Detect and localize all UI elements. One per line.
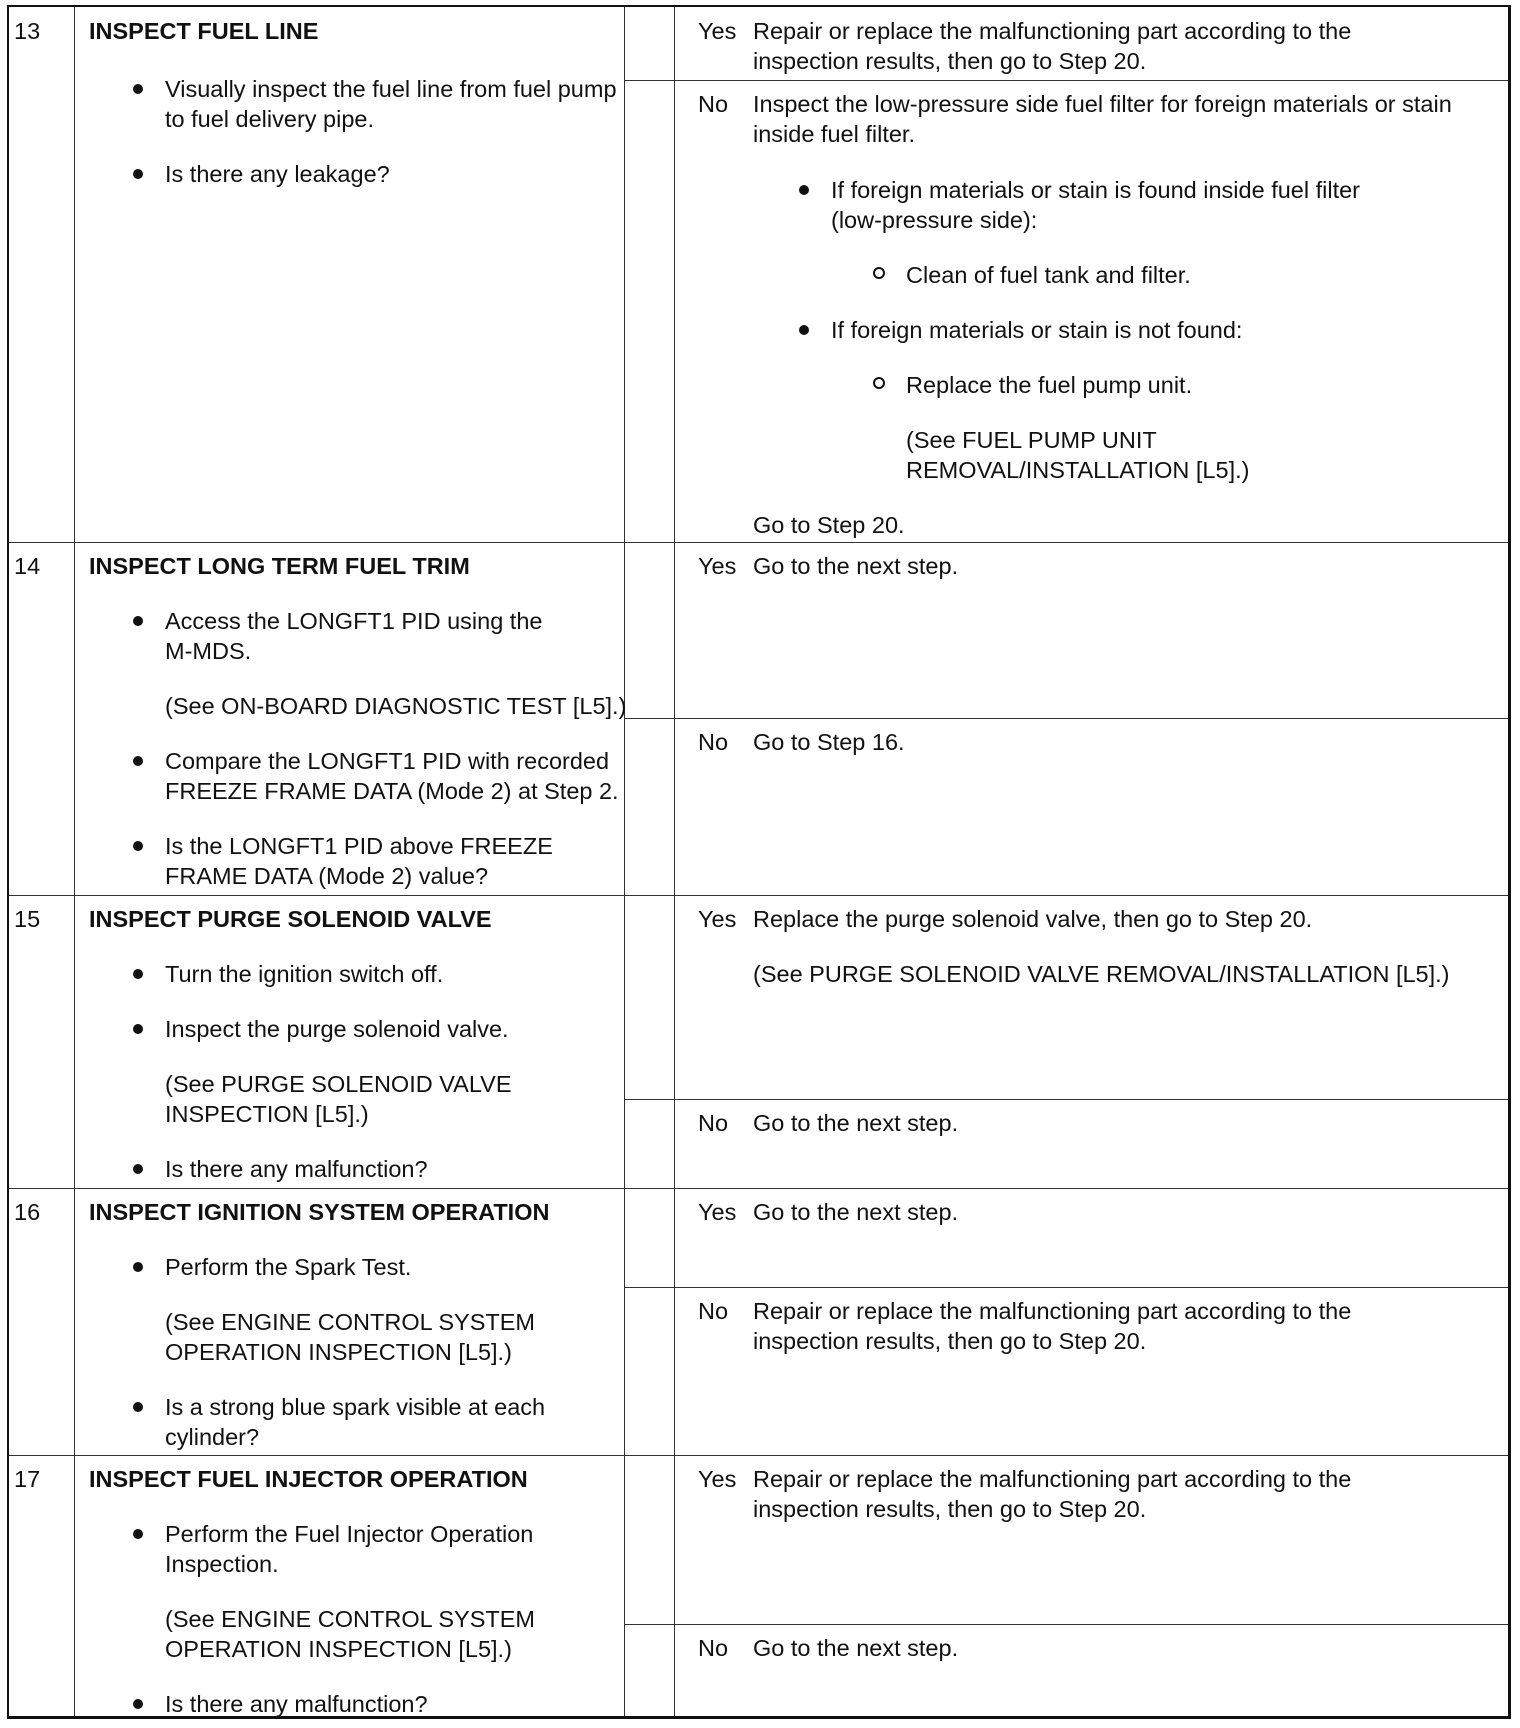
action-text: M-MDS. [165, 638, 252, 664]
action-text: Perform the Spark Test. [165, 1254, 412, 1280]
action-question: Is there any malfunction? [165, 1156, 428, 1182]
action-text: Perform the Fuel Injector Operation [165, 1521, 534, 1547]
step-number: 14 [14, 553, 41, 579]
column-divider-action [624, 7, 625, 1716]
action-text: Access the LONGFT1 PID using the [165, 608, 543, 634]
reference-link[interactable]: (See FUEL PUMP UNIT [906, 427, 1157, 453]
action-text: Turn the ignition switch off. [165, 961, 444, 987]
yes-result: Repair or replace the malfunctioning part according to the [753, 1466, 1352, 1492]
reference-link[interactable]: OPERATION INSPECTION [L5].) [165, 1339, 512, 1365]
yes-no-divider [624, 80, 1508, 81]
no-label: No [698, 1298, 729, 1324]
diagnostic-procedure-table [7, 5, 1511, 1719]
no-result: Go to the next step. [753, 1635, 959, 1661]
no-result: If foreign materials or stain is found inside fuel filter [831, 177, 1361, 203]
no-result: inside fuel filter. [753, 121, 915, 147]
action-text: Inspect the purge solenoid valve. [165, 1016, 509, 1042]
no-label: No [698, 91, 729, 117]
bullet-icon [799, 325, 809, 335]
yes-result: Replace the purge solenoid valve, then go to Step 20. [753, 906, 1313, 932]
no-result: Clean of fuel tank and filter. [906, 262, 1191, 288]
column-divider-yesno [674, 7, 675, 1716]
no-label: No [698, 1635, 729, 1661]
row-divider [9, 542, 1508, 543]
yes-no-divider [624, 1287, 1508, 1288]
bullet-icon [133, 969, 143, 979]
no-result: Go to the next step. [753, 1110, 959, 1136]
action-question: Is there any malfunction? [165, 1691, 428, 1717]
action-text: Inspection. [165, 1551, 279, 1577]
no-result: (low-pressure side): [831, 207, 1038, 233]
step-title: INSPECT PURGE SOLENOID VALVE [89, 906, 492, 932]
yes-label: Yes [698, 1466, 737, 1492]
bullet-icon [799, 185, 809, 195]
bullet-icon [133, 756, 143, 766]
yes-no-divider [624, 1624, 1508, 1625]
action-question: Is the LONGFT1 PID above FREEZE [165, 833, 553, 859]
bullet-icon [133, 1024, 143, 1034]
sub-bullet-icon [873, 267, 885, 279]
step-number: 13 [14, 18, 41, 44]
no-result: Go to Step 20. [753, 512, 905, 538]
action-text: to fuel delivery pipe. [165, 106, 375, 132]
bullet-icon [133, 1164, 143, 1174]
row-divider [9, 1455, 1508, 1456]
step-number: 16 [14, 1199, 41, 1225]
reference-link[interactable]: REMOVAL/INSTALLATION [L5].) [906, 457, 1250, 483]
bullet-icon [133, 1699, 143, 1709]
step-title: INSPECT FUEL LINE [89, 18, 319, 44]
no-result: inspection results, then go to Step 20. [753, 1328, 1147, 1354]
no-label: No [698, 729, 729, 755]
yes-result: Repair or replace the malfunctioning part according to the [753, 18, 1352, 44]
no-result: Inspect the low-pressure side fuel filter for foreign materials or stain [753, 91, 1452, 117]
yes-label: Yes [698, 1199, 737, 1225]
yes-label: Yes [698, 553, 737, 579]
action-text: Compare the LONGFT1 PID with recorded [165, 748, 610, 774]
row-divider [9, 1188, 1508, 1189]
no-result: Replace the fuel pump unit. [906, 372, 1193, 398]
reference-link[interactable]: (See ENGINE CONTROL SYSTEM [165, 1309, 535, 1335]
step-number: 17 [14, 1466, 41, 1492]
action-text: Visually inspect the fuel line from fuel pump [165, 76, 617, 102]
step-title: INSPECT LONG TERM FUEL TRIM [89, 553, 470, 579]
yes-no-divider [624, 718, 1508, 719]
yes-no-divider [624, 1099, 1508, 1100]
column-divider-step [74, 7, 75, 1716]
yes-result: inspection results, then go to Step 20. [753, 1496, 1147, 1522]
reference-link[interactable]: INSPECTION [L5].) [165, 1101, 369, 1127]
step-title: INSPECT FUEL INJECTOR OPERATION [89, 1466, 528, 1492]
bullet-icon [133, 169, 143, 179]
sub-bullet-icon [873, 377, 885, 389]
yes-label: Yes [698, 906, 737, 932]
action-question: Is a strong blue spark visible at each [165, 1394, 546, 1420]
reference-link[interactable]: (See PURGE SOLENOID VALVE [165, 1071, 512, 1097]
bullet-icon [133, 1262, 143, 1272]
bullet-icon [133, 1402, 143, 1412]
step-number: 15 [14, 906, 41, 932]
reference-link[interactable]: (See PURGE SOLENOID VALVE REMOVAL/INSTALLATION [L5].) [753, 961, 1450, 987]
row-divider [9, 895, 1508, 896]
action-question: cylinder? [165, 1424, 260, 1450]
yes-result: Go to the next step. [753, 553, 959, 579]
bullet-icon [133, 1529, 143, 1539]
action-question: Is there any leakage? [165, 161, 390, 187]
reference-link[interactable]: (See ON-BOARD DIAGNOSTIC TEST [L5].) [165, 693, 627, 719]
no-result: If foreign materials or stain is not found: [831, 317, 1243, 343]
yes-result: inspection results, then go to Step 20. [753, 48, 1147, 74]
bullet-icon [133, 84, 143, 94]
no-result: Go to Step 16. [753, 729, 905, 755]
step-title: INSPECT IGNITION SYSTEM OPERATION [89, 1199, 550, 1225]
yes-label: Yes [698, 18, 737, 44]
no-label: No [698, 1110, 729, 1136]
action-question: FRAME DATA (Mode 2) value? [165, 863, 489, 889]
bullet-icon [133, 616, 143, 626]
action-text: FREEZE FRAME DATA (Mode 2) at Step 2. [165, 778, 619, 804]
reference-link[interactable]: OPERATION INSPECTION [L5].) [165, 1636, 512, 1662]
bullet-icon [133, 841, 143, 851]
no-result: Repair or replace the malfunctioning part according to the [753, 1298, 1352, 1324]
yes-result: Go to the next step. [753, 1199, 959, 1225]
reference-link[interactable]: (See ENGINE CONTROL SYSTEM [165, 1606, 535, 1632]
